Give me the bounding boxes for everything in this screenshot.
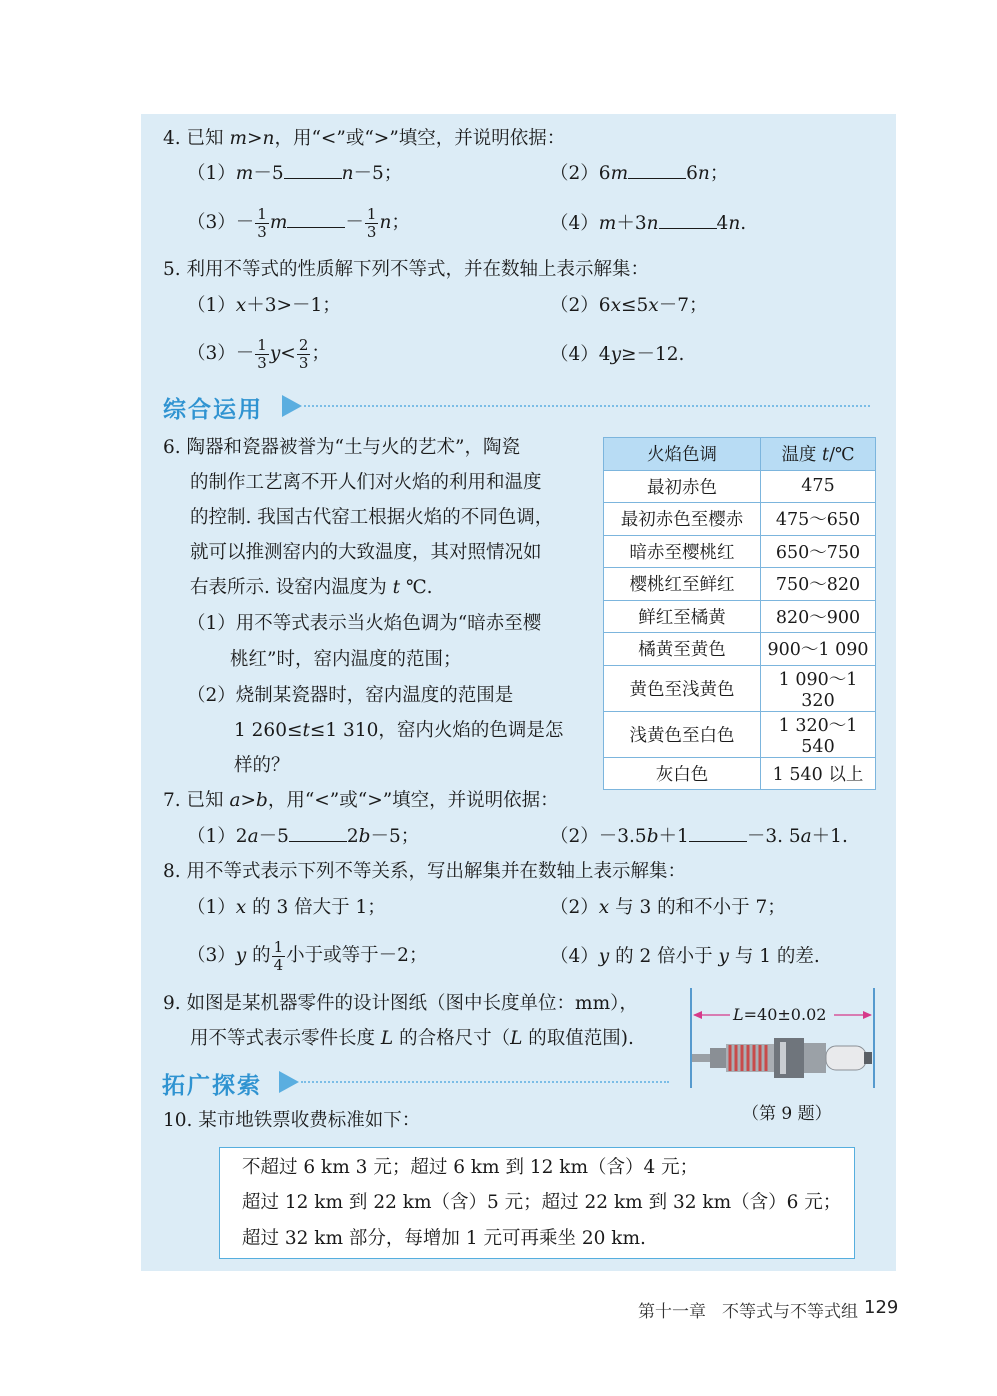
q5-part3: （3）－ $\frac{1}{3}$ y< $\frac{2}{3}$ ； <box>187 335 330 372</box>
table-row <box>604 633 876 666</box>
q5-stem: 5. 利用不等式的性质解下列不等式，并在数轴上表示解集： <box>163 259 650 280</box>
q6-part1-line2: 桃红”时，窑内温度的范围； <box>230 649 462 670</box>
dimension-label: L=40±0.02 <box>733 1005 827 1024</box>
cell-color: 暗赤至樱桃红 <box>604 535 761 568</box>
section-title-extension: 拓广探索 <box>162 1073 262 1099</box>
table-row <box>604 535 876 568</box>
answer-blank <box>659 212 717 229</box>
q4-part4: （4）m＋3n 4n. <box>550 213 747 234</box>
q4-part3: （3）－ $\frac{1}{3}$ m － $\frac{1}{3}$ n； <box>187 204 410 241</box>
q10-stem: 10. 某市地铁票收费标准如下： <box>163 1110 421 1131</box>
q6-line4: 就可以推测窑内的大致温度，其对照情况如 <box>190 542 542 563</box>
table-row <box>604 470 876 503</box>
table-row <box>604 711 876 757</box>
q4-part1: （1）m－5 n－5； <box>187 163 403 184</box>
q5-part2: （2）6x≤5x－7； <box>550 295 708 316</box>
q5-part1: （1）x＋3>－1； <box>187 295 341 316</box>
fraction: $\frac{1}{3}$ <box>257 204 267 241</box>
section-divider <box>301 1081 669 1083</box>
fare-rule-line3: 超过 32 km 部分，每增加 1 元可再乘坐 20 km. <box>242 1228 646 1249</box>
figure-caption: （第 9 题） <box>742 1104 832 1124</box>
header-cell-color: 火焰色调 <box>604 438 761 471</box>
table-row <box>604 503 876 536</box>
q6-line2: 的制作工艺离不开人们对火焰的利用和温度 <box>190 472 542 493</box>
q6-part2-line3: 样的？ <box>234 755 290 776</box>
q8-part3: （3）y 的 $\frac{1}{4}$ 小于或等于－2； <box>187 937 428 974</box>
cell-color: 浅黄色至白色 <box>604 711 761 757</box>
q6-part2-line1: （2）烧制某瓷器时，窑内温度的范围是 <box>187 685 514 706</box>
fraction: $\frac{2}{3}$ <box>298 335 309 372</box>
cell-color: 鲜红至橘黄 <box>604 600 761 633</box>
cell-temp: 820～900 <box>761 600 876 633</box>
cell-temp: 475～650 <box>761 503 876 536</box>
page-number: 129 <box>864 1297 899 1318</box>
q8-part2: （2）x 与 3 的和不小于 7； <box>550 897 786 918</box>
cell-color: 黄色至浅黄色 <box>604 665 761 711</box>
cell-color: 最初赤色 <box>604 470 761 503</box>
cell-temp: 650～750 <box>761 535 876 568</box>
cell-temp: 750～820 <box>761 568 876 601</box>
q7-part1: （1）2a－5 2b－5； <box>187 826 420 847</box>
flame-temperature-table <box>603 437 876 790</box>
answer-blank <box>628 162 686 179</box>
q6-line3: 的控制. 我国古代窑工根据火焰的不同色调， <box>190 507 554 528</box>
section-title-comprehensive: 综合运用 <box>163 397 263 423</box>
cell-temp: 1 320～1 540 <box>761 711 876 757</box>
q9-line2: 用不等式表示零件长度 L 的合格尺寸（L 的取值范围). <box>190 1028 634 1049</box>
table-row <box>604 757 876 790</box>
cell-color: 橘黄至黄色 <box>604 633 761 666</box>
answer-blank <box>284 162 342 179</box>
fraction: $\frac{1}{4}$ <box>273 937 284 974</box>
q8-stem: 8. 用不等式表示下列不等关系，写出解集并在数轴上表示解集： <box>163 861 687 882</box>
cell-color: 樱桃红至鲜红 <box>604 568 761 601</box>
header-cell-temp: 温度 t/℃ <box>761 438 876 471</box>
fare-rule-line2: 超过 12 km 到 22 km（含）5 元；超过 22 km 到 32 km（含）6 元； <box>242 1192 842 1213</box>
cell-temp: 1 090～1 320 <box>761 665 876 711</box>
q4-stem: 4. 已知 m>n，用“<”或“>”填空，并说明依据： <box>163 128 566 149</box>
cell-color: 最初赤色至樱赤 <box>604 503 761 536</box>
cell-temp: 1 540 以上 <box>761 757 876 790</box>
q5-part4: （4）4y≥－12. <box>550 344 685 365</box>
q6-line5: 右表所示. 设窑内温度为 t ℃. <box>190 577 433 598</box>
answer-blank <box>689 825 747 842</box>
fraction: $\frac{1}{3}$ <box>257 335 267 372</box>
answer-blank <box>287 211 345 228</box>
cell-temp: 900～1 090 <box>761 633 876 666</box>
table-row <box>604 568 876 601</box>
table-row <box>604 600 876 633</box>
footer-title: 不等式与不等式组 <box>722 1302 858 1322</box>
cell-color: 灰白色 <box>604 757 761 790</box>
table-header-row <box>604 438 876 471</box>
fare-rule-line1: 不超过 6 km 3 元；超过 6 km 到 12 km（含）4 元； <box>242 1157 699 1178</box>
cell-temp: 475 <box>761 470 876 503</box>
section-arrow-icon <box>282 395 302 417</box>
section-divider <box>304 405 870 407</box>
q9-line1: 9. 如图是某机器零件的设计图纸（图中长度单位：mm）， <box>163 993 638 1014</box>
answer-blank <box>289 825 347 842</box>
table-row <box>604 665 876 711</box>
q8-part1: （1）x 的 3 倍大于 1； <box>187 897 386 918</box>
section-arrow-icon <box>279 1071 299 1093</box>
fraction: $\frac{1}{3}$ <box>366 204 377 241</box>
q6-line1: 6. 陶器和瓷器被誉为“土与火的艺术”，陶瓷 <box>163 437 520 458</box>
q4-part2: （2）6m 6n； <box>550 163 729 184</box>
q6-part1-line1: （1）用不等式表示当火焰色调为“暗赤至樱 <box>187 613 542 634</box>
q6-part2-line2: 1 260≤t≤1 310，窑内火焰的色调是怎 <box>234 720 564 741</box>
q7-part2: （2）－3.5b＋1 －3. 5a＋1. <box>550 826 848 847</box>
footer-chapter: 第十一章 <box>638 1302 706 1322</box>
q7-stem: 7. 已知 a>b，用“<”或“>”填空，并说明依据： <box>163 790 559 811</box>
q8-part4: （4）y 的 2 倍小于 y 与 1 的差. <box>550 946 820 967</box>
